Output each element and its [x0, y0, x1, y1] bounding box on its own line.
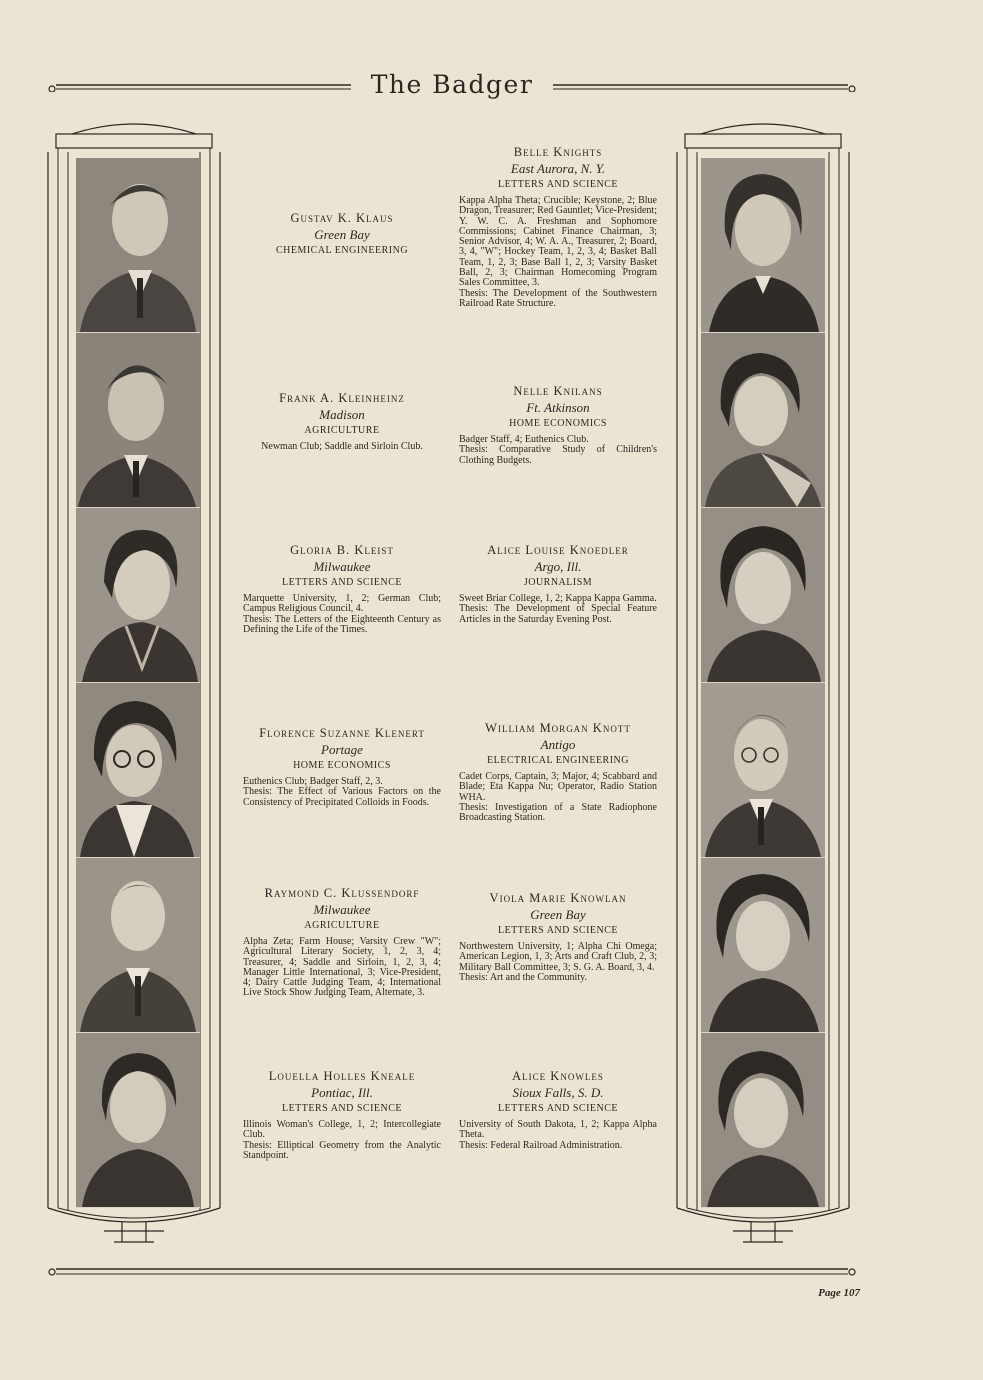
student-college: LETTERS AND SCIENCE — [281, 577, 403, 588]
student-entry — [459, 890, 657, 983]
student-entry — [243, 210, 441, 262]
student-thesis: Thesis: Elliptical Geometry from the Analytic Standpoint. — [243, 1139, 441, 1161]
student-thesis: Thesis: Comparative Study of Children's Clothing Budgets. — [459, 444, 657, 466]
student-activities: Badger Staff, 4; Euthenics Club. — [459, 434, 589, 445]
portrait-photo — [76, 1033, 200, 1208]
student-hometown: Argo, Ill. — [534, 559, 582, 574]
student-entry — [459, 383, 657, 466]
student-college: HOME ECONOMICS — [509, 418, 607, 429]
student-thesis: Thesis: The Development of the Southwestern Railroad Rate Structure. — [459, 287, 657, 309]
header-rule-right — [553, 82, 858, 92]
student-college: JOURNALISM — [523, 577, 593, 588]
student-thesis: Thesis: The Effect of Various Factors on the Consistency of Precipitated Colloids in Foods. — [243, 786, 441, 808]
student-hometown: Milwaukee — [313, 902, 371, 917]
portrait-photo — [76, 158, 200, 333]
student-entry — [243, 1068, 441, 1161]
portrait-photo — [701, 683, 825, 858]
student-activities: Sweet Briar College, 1, 2; Kappa Kappa Gamma. — [459, 593, 657, 604]
student-activities: Newman Club; Saddle and Sirloin Club. — [261, 441, 423, 452]
student-name: Frank A. Kleinheinz — [279, 391, 405, 405]
student-name: Florence Suzanne Klenert — [259, 726, 425, 740]
portrait-photo — [701, 858, 825, 1033]
student-entry — [243, 390, 441, 452]
student-hometown: Green Bay — [530, 907, 586, 922]
student-hometown: Madison — [319, 407, 365, 422]
page-title: The Badger — [370, 70, 534, 99]
student-name: Nelle Knilans — [513, 384, 603, 398]
portrait-photo — [701, 333, 825, 508]
student-college: CHEMICAL ENGINEERING — [275, 245, 409, 256]
student-hometown: Ft. Atkinson — [526, 400, 590, 415]
student-activities: Alpha Zeta; Farm House; Varsity Crew "W"; Agricultural Literary Society, 1, 2, 3, 4; Treasurer, 4; Saddle and Sirloin, 1, 2, 3, 4; Manager Little International, 3; Vice-President, 4; Dairy Cattle Judging Team, 4; International Live Stock Show Judging Team, Alternate, 3. — [243, 936, 441, 999]
student-entry — [243, 885, 441, 999]
student-activities: Northwestern University, 1; Alpha Chi Omega; American Legion, 1, 3; Arts and Craft Club, 2, 3; Military Ball Committee, 3; S. G. A. Board, 3, 4. — [459, 941, 657, 973]
student-thesis: Thesis: Art and the Community. — [459, 971, 587, 983]
student-name: Raymond C. Klussendorf — [264, 886, 420, 900]
student-hometown: Pontiac, Ill. — [311, 1085, 373, 1100]
student-college: LETTERS AND SCIENCE — [281, 1103, 403, 1114]
footer-rule — [46, 1265, 858, 1279]
student-hometown: East Aurora, N. Y. — [510, 161, 606, 176]
student-thesis: Thesis: Federal Railroad Administration. — [459, 1139, 623, 1151]
student-name: Gustav K. Klaus — [290, 211, 394, 225]
student-hometown: Sioux Falls, S. D. — [512, 1085, 604, 1100]
student-name: Viola Marie Knowlan — [489, 891, 627, 905]
right-photo-column — [701, 158, 825, 1208]
student-name: Alice Louise Knoedler — [487, 543, 629, 557]
student-activities: Marquette University, 1, 2; German Club; Campus Religious Council, 4. — [243, 593, 441, 615]
student-college: AGRICULTURE — [304, 920, 380, 931]
student-activities: Euthenics Club; Badger Staff, 2, 3. — [243, 776, 383, 787]
student-college: AGRICULTURE — [304, 425, 380, 436]
student-college: LETTERS AND SCIENCE — [497, 179, 619, 190]
student-name: Louella Holles Kneale — [268, 1069, 416, 1083]
student-activities: University of South Dakota, 1, 2; Kappa Alpha Theta. — [459, 1119, 657, 1141]
student-thesis: Thesis: The Development of Special Feature Articles in the Saturday Evening Post. — [459, 603, 657, 625]
student-entry — [243, 542, 441, 635]
portrait-photo — [76, 858, 200, 1033]
page-number: Page 107 — [818, 1287, 860, 1299]
header-rule-left — [46, 82, 351, 92]
student-thesis: Thesis: Investigation of a State Radiophone Broadcasting Station. — [459, 801, 657, 824]
student-name: Alice Knowles — [512, 1069, 604, 1083]
student-entry — [459, 144, 657, 309]
student-activities: Kappa Alpha Theta; Crucible; Keystone, 2; Blue Dragon, Treasurer; Red Gauntlet; Vice-President; Y. W. C. A. Freshman and Sophomore Commissions; Cabinet Finance Chairman, 3; Senior Advisor, 4; W. A. A., Treasurer, 2; Board, 3, 4, "W"; Hockey Team, 1, 2, 3, 4; Basket Ball Team, 1, 2, 3; Base Ball 1, 2, 3; Varsity Basket Ball, 2, 3; Chairman Homecoming Program Sales Committee, 3. — [459, 195, 657, 289]
student-entry — [243, 725, 441, 808]
student-hometown: Antigo — [540, 737, 576, 752]
portrait-photo — [701, 1033, 825, 1208]
student-hometown: Green Bay — [314, 227, 370, 242]
student-entry — [459, 720, 657, 823]
portrait-photo — [76, 333, 200, 508]
portrait-photo — [701, 158, 825, 333]
student-entry — [459, 542, 657, 625]
student-thesis: Thesis: The Letters of the Eighteenth Century as Defining the Life of the Times. — [243, 613, 441, 635]
student-college: LETTERS AND SCIENCE — [497, 1103, 619, 1114]
student-college: HOME ECONOMICS — [293, 760, 391, 771]
student-college: ELECTRICAL ENGINEERING — [487, 755, 629, 766]
student-activities: Illinois Woman's College, 1, 2; Intercollegiate Club. — [243, 1119, 441, 1141]
student-hometown: Portage — [321, 742, 363, 757]
student-name: Belle Knights — [513, 145, 603, 159]
student-name: William Morgan Knott — [485, 721, 631, 735]
portrait-photo — [76, 683, 200, 858]
left-photo-column — [76, 158, 200, 1208]
portrait-photo — [76, 508, 200, 683]
portrait-photo — [701, 508, 825, 683]
student-entry — [459, 1068, 657, 1151]
student-college: LETTERS AND SCIENCE — [497, 925, 619, 936]
student-hometown: Milwaukee — [313, 559, 371, 574]
student-name: Gloria B. Kleist — [290, 543, 394, 557]
student-activities: Cadet Corps, Captain, 3; Major, 4; Scabbard and Blade; Eta Kappa Nu; Operator, Radio Station WHA. — [459, 771, 657, 803]
